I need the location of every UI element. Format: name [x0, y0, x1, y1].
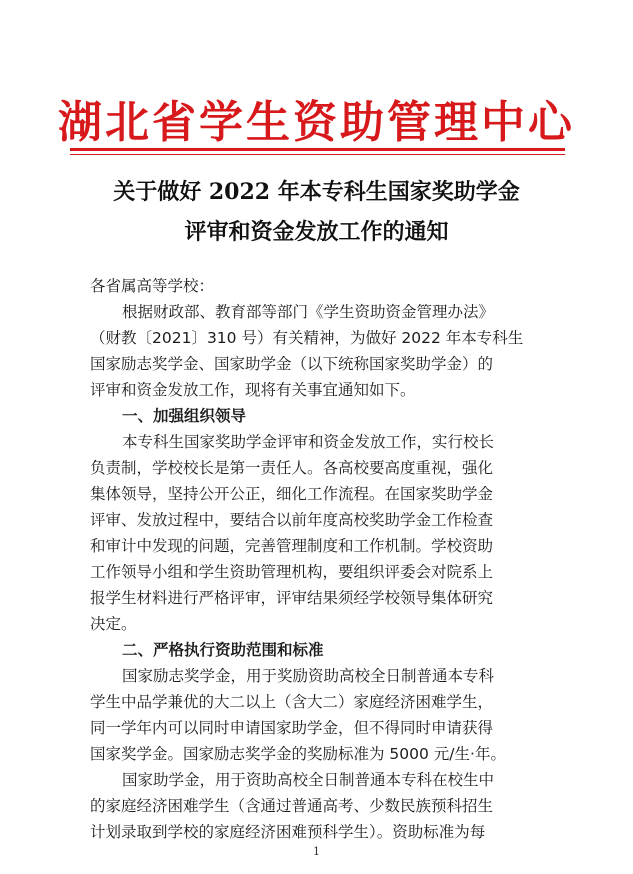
body-line: 负责制，学校校长是第一责任人。各高校要高度重视，强化: [90, 459, 494, 477]
body-line: 计划录取到学校的家庭经济困难预科学生）。资助标准为每: [90, 823, 486, 841]
section-heading: 二、严格执行资助范围和标准: [122, 641, 324, 659]
document-title-line-2: 评审和资金发放工作的通知: [184, 219, 449, 245]
body-line: 评审和资金发放工作，现将有关事宜通知如下。: [90, 381, 416, 399]
body-line: 工作领导小组和学生资助管理机构，要组织评委会对院系上: [90, 563, 494, 581]
body-line: 和审计中发现的问题，完善管理制度和工作机制。学校资助: [90, 537, 494, 555]
body-line: 报学生材料进行严格评审，评审结果须经学校领导集体研究: [90, 589, 494, 607]
body-line: 根据财政部、教育部等部门《学生资助资金管理办法》: [122, 303, 495, 321]
salutation: 各省属高等学校：: [90, 277, 215, 295]
body-line: 国家励志奖学金，用于奖励资助高校全日制普通本专科: [122, 667, 495, 685]
section-heading: 一、加强组织领导: [122, 407, 247, 425]
body-line: 评审、发放过程中，要结合以前年度高校奖助学金工作检查: [90, 511, 494, 529]
issuing-organization-header: 湖北省学生资助管理中心: [58, 97, 575, 148]
body-line: 国家励志奖学金、国家助学金（以下统称国家奖助学金）的: [90, 355, 494, 373]
document-title-line-1: 关于做好 2022 年本专科生国家奖助学金: [113, 179, 520, 205]
body-line: 国家奖学金。国家励志奖学金的奖励标准为 5000 元/生·年。: [90, 745, 506, 763]
body-line: 决定。: [90, 615, 137, 633]
body-line: 学生中品学兼优的大二以上（含大二）家庭经济困难学生，: [90, 693, 494, 711]
body-line: 本专科生国家奖助学金评审和资金发放工作，实行校长: [122, 433, 495, 451]
page-number: 1: [313, 845, 320, 858]
red-header-rule-thin: [70, 154, 565, 155]
body-line: （财教〔2021〕310 号）有关精神，为做好 2022 年本专科生: [90, 329, 524, 347]
red-header-rule: [70, 148, 565, 151]
body-line: 的家庭经济困难学生（含通过普通高考、少数民族预科招生: [90, 797, 494, 815]
body-line: 集体领导，坚持公开公正，细化工作流程。在国家奖助学金: [90, 485, 494, 503]
body-line: 同一学年内可以同时申请国家助学金，但不得同时申请获得: [90, 719, 494, 737]
body-line: 国家助学金，用于资助高校全日制普通本专科在校生中: [122, 771, 495, 789]
